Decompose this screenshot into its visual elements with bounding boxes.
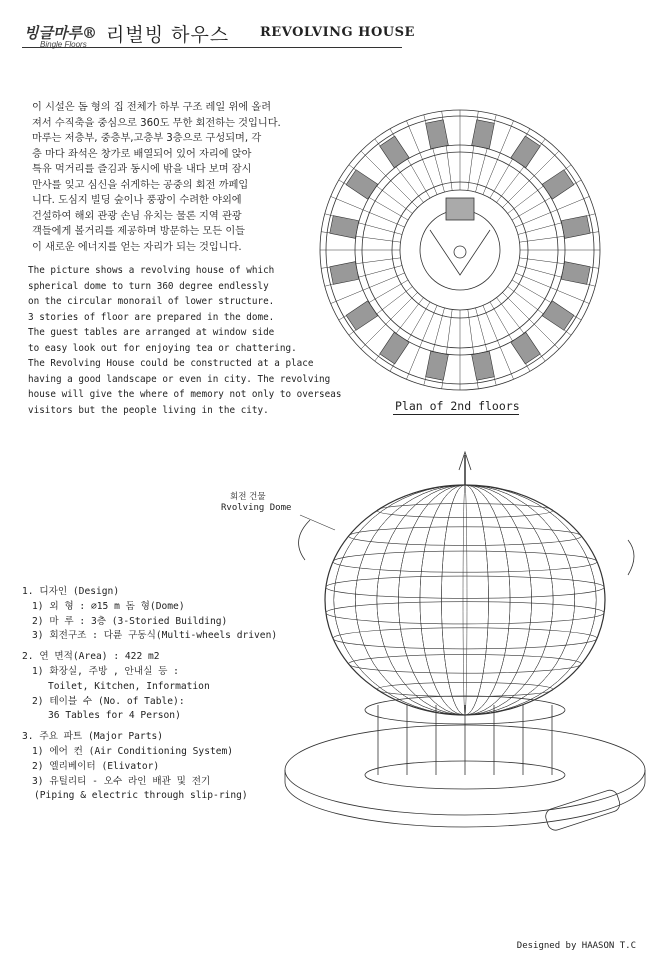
dome-latitude: [349, 527, 582, 546]
desc-en-line: visitors but the people living in the city.: [28, 404, 269, 416]
plan-table: [511, 136, 540, 168]
dome-callout-english: Rvolving Dome: [221, 503, 292, 513]
dome-callout-korean: 회전 건물: [230, 492, 266, 502]
dome-meridian: [334, 485, 596, 715]
desc-ko-line: 특유 먹거리를 즐김과 동시에 밖을 내다 보며 잠시: [32, 164, 252, 175]
plan-table: [330, 216, 359, 239]
desc-en-line: house will give the where of memory not only to overseas: [28, 389, 342, 400]
dome-latitude: [377, 682, 553, 696]
plan-table-block: [542, 170, 574, 199]
spec-design-item: 2) 마 루 : 3층 (3-Storied Building): [32, 615, 228, 627]
plan-table-block: [330, 216, 359, 239]
desc-en-line: The guest tables are arranged at window side: [28, 327, 275, 338]
plan-table-block: [561, 216, 590, 239]
plan-table: [542, 170, 574, 199]
dome-meridian: [463, 485, 467, 715]
rotation-arrow-right: [628, 540, 634, 575]
dome-latitude: [349, 655, 582, 674]
desc-en-line: to easy look out for enjoying tea or chattering.: [28, 342, 297, 354]
spec-parts-item: 3) 유틸리티 - 오수 라인 배관 및 전기: [32, 775, 211, 787]
plan-table: [561, 216, 590, 239]
plan-table-block: [346, 170, 378, 199]
plan-table: [380, 332, 409, 364]
spec-parts-note: (Piping & electric through slip-ring): [34, 790, 248, 802]
desc-ko-line: 층 마다 좌석은 창가로 배열되어 있어 자리에 앉아: [32, 148, 252, 160]
dome-meridian: [420, 485, 510, 715]
plan-table-block: [380, 136, 409, 168]
desc-en-line: on the circular monorail of lower structure.: [28, 296, 275, 307]
spec-parts-title: 3. 주요 파트 (Major Parts): [22, 731, 164, 743]
plan-table: [380, 136, 409, 168]
plan-table-block: [511, 332, 540, 364]
plan-table: [426, 351, 449, 380]
dome-outline: [325, 485, 605, 715]
dome-latitude: [377, 504, 553, 518]
desc-ko-line: 마루는 저층부, 중층부,고층부 3층으로 구성되며, 각: [32, 133, 262, 144]
plan-table: [511, 332, 540, 364]
desc-en-line: having a good landscape or even in city. The revolving: [28, 373, 331, 385]
plan-core: [420, 210, 500, 290]
plan-table-block: [561, 262, 590, 285]
desc-ko-line: 만사를 잊고 심신을 쉬게하는 공중의 회전 까페입: [32, 179, 249, 191]
desc-ko-line: 니다. 도심지 빌딩 숲이나 풍광이 수려한 야외에: [32, 195, 242, 206]
dome-meridian: [398, 485, 531, 715]
spec-design-item: 3) 회전구조 : 다륜 구동식(Multi-wheels driven): [32, 630, 278, 642]
dome-meridian: [398, 485, 531, 715]
dome-latitude: [326, 576, 604, 598]
platform-edge: [285, 770, 645, 827]
spec-area-item-detail: 36 Tables for 4 Person): [48, 710, 181, 722]
desc-ko-line: 건설하여 해외 관광 손님 유치는 물론 지역 관광: [32, 210, 242, 222]
spec-area-item-detail: Toilet, Kitchen, Information: [48, 680, 210, 692]
plan-table-block: [426, 351, 449, 380]
plan-table: [542, 301, 574, 330]
plan-table: [330, 262, 359, 285]
dome-meridian: [441, 485, 488, 715]
spec-area-item: 2) 테이블 수 (No. of Table):: [32, 695, 185, 707]
specifications: [22, 585, 277, 804]
desc-en-line: The picture shows a revolving house of which: [28, 265, 275, 276]
plan-table-block: [380, 332, 409, 364]
plan-table: [426, 120, 449, 149]
page-title-korean: 리벌빙 하우스: [106, 24, 230, 46]
brand-subtitle: Bingle Floors: [40, 40, 87, 49]
plan-table-block: [426, 120, 449, 149]
spec-area-item: 1) 화장실, 주방 , 안내실 등 :: [32, 665, 179, 677]
desc-en-line: spherical dome to turn 360 degree endlessly: [28, 280, 269, 292]
plan-table-block: [511, 136, 540, 168]
plan-center: [454, 246, 466, 258]
designer-credit: Designed by HAASON T.C: [516, 941, 636, 951]
spec-parts-item: 1) 에어 컨 (Air Conditioning System): [32, 745, 234, 757]
plan-table-block: [472, 120, 495, 149]
plan-table-block: [330, 262, 359, 285]
car: [544, 788, 622, 832]
spec-area-title: 2. 연 면적(Area) : 422 m2: [22, 651, 160, 663]
page-title-english: REVOLVING HOUSE: [260, 25, 415, 40]
callout-leader: [300, 515, 335, 530]
dome-meridian: [355, 485, 574, 715]
desc-ko-line: 객들에게 볼거리를 제공하며 방문하는 모든 이들: [32, 226, 246, 237]
plan-table-block: [542, 301, 574, 330]
dome-meridian: [420, 485, 510, 715]
brand-logo: 빙글마루®: [24, 24, 97, 42]
plan-table: [472, 120, 495, 149]
plan-caption-underline: [393, 414, 519, 415]
dome-latitude: [333, 551, 597, 572]
spec-design-title: 1. 디자인 (Design): [22, 586, 120, 597]
dome-meridian: [334, 485, 596, 715]
dome-meridian: [377, 485, 553, 715]
plan-table: [346, 301, 378, 330]
dome-meridian: [441, 485, 488, 715]
dome-latitude: [333, 628, 597, 649]
rotation-arrow-left: [299, 520, 310, 560]
plan-table-block: [346, 301, 378, 330]
desc-ko-line: 이 시설은 돔 형의 집 전체가 하부 구조 레일 위에 올려: [32, 102, 272, 113]
plan-table-block: [472, 351, 495, 380]
desc-en-line: The Revolving House could be constructed at a place: [28, 358, 314, 369]
desc-en-line: 3 stories of floor are prepared in the dome.: [28, 311, 275, 323]
plan-table: [472, 351, 495, 380]
spec-design-item: 1) 외 형 : ⌀15 m 돔 형(Dome): [32, 600, 185, 612]
plan-caption: Plan of 2nd floors: [395, 399, 520, 413]
dome-meridian: [355, 485, 574, 715]
spec-parts-item: 2) 엘리베이터 (Elivator): [32, 760, 160, 772]
plan-elevator: [446, 198, 474, 220]
desc-ko-line: 이 새로운 에너지를 얻는 자리가 되는 것입니다.: [32, 241, 242, 253]
plan-table: [561, 262, 590, 285]
dome-meridian: [377, 485, 553, 715]
plan-stair: [430, 230, 490, 275]
dome-latitude: [326, 602, 604, 624]
plan-table: [346, 170, 378, 199]
desc-ko-line: 져서 수직축을 중심으로 360도 무한 회전하는 것입니다.: [32, 117, 281, 129]
